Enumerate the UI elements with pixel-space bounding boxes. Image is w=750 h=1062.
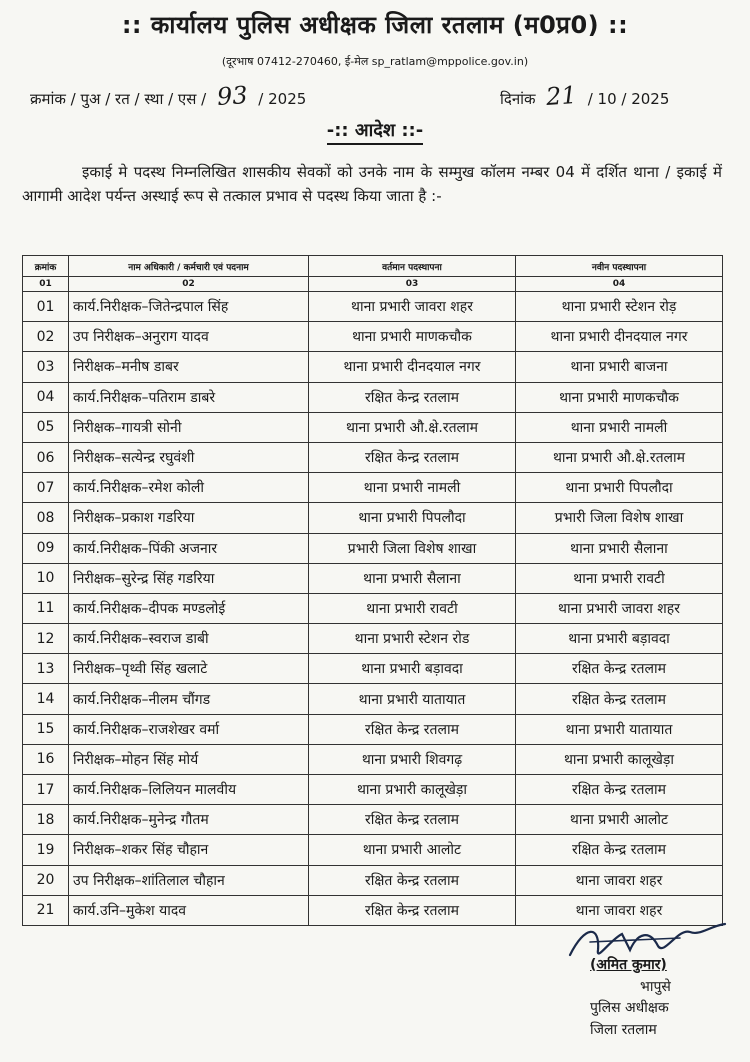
current-posting-cell: थाना प्रभारी स्टेशन रोड: [309, 624, 516, 654]
serial-cell: 08: [23, 503, 69, 533]
new-posting-cell: थाना प्रभारी नामली: [516, 412, 723, 442]
table-row: [23, 382, 723, 412]
name-cell: निरीक्षक–मोहन सिंह मोर्य: [69, 744, 309, 774]
reference-year: / 2025: [258, 90, 307, 108]
new-posting-cell: रक्षित केन्द्र रतलाम: [516, 684, 723, 714]
transfer-table: [22, 255, 723, 926]
serial-cell: 12: [23, 624, 69, 654]
new-posting-cell: थाना प्रभारी बड़ावदा: [516, 624, 723, 654]
serial-cell: 17: [23, 775, 69, 805]
table-row: [23, 473, 723, 503]
table-row: [23, 442, 723, 472]
reference-handwritten-number: 93: [216, 80, 249, 112]
new-posting-cell: थाना प्रभारी यातायात: [516, 714, 723, 744]
serial-cell: 09: [23, 533, 69, 563]
intro-paragraph: इकाई मे पदस्थ निम्नलिखित शासकीय सेवकों को उनके नाम के सम्मुख कॉलम नम्बर 04 में दर्शित थाना / इकाई में आगामी आदेश पर्यन्त अस्थाई रूप से तत्काल प्रभाव से पदस्थ किया जाता है :-: [22, 163, 722, 205]
name-cell: कार्य.निरीक्षक–पतिराम डाबरे: [69, 382, 309, 412]
new-posting-cell: थाना प्रभारी स्टेशन रोड़: [516, 292, 723, 322]
name-cell: निरीक्षक–गायत्री सोनी: [69, 412, 309, 442]
serial-cell: 06: [23, 442, 69, 472]
current-posting-cell: थाना प्रभारी यातायात: [309, 684, 516, 714]
table-row: [23, 412, 723, 442]
table-row: [23, 563, 723, 593]
order-heading: [0, 118, 750, 142]
table-row: [23, 865, 723, 895]
column-number: 01: [23, 277, 69, 292]
new-posting-cell: थाना प्रभारी औ.क्षे.रतलाम: [516, 442, 723, 472]
serial-cell: 04: [23, 382, 69, 412]
new-posting-cell: थाना जावरा शहर: [516, 865, 723, 895]
order-date: [500, 82, 669, 110]
serial-cell: 19: [23, 835, 69, 865]
serial-cell: 16: [23, 744, 69, 774]
new-posting-cell: थाना जावरा शहर: [516, 895, 723, 925]
name-cell: कार्य.निरीक्षक–मुनेन्द्र गौतम: [69, 805, 309, 835]
new-posting-cell: थाना प्रभारी बाजना: [516, 352, 723, 382]
table-row: [23, 624, 723, 654]
name-cell: निरीक्षक–सुरेन्द्र सिंह गडरिया: [69, 563, 309, 593]
current-posting-cell: रक्षित केन्द्र रतलाम: [309, 895, 516, 925]
name-cell: निरीक्षक–प्रकाश गडरिया: [69, 503, 309, 533]
table-row: [23, 593, 723, 623]
signatory-designation: पुलिस अधीक्षक: [590, 1000, 669, 1017]
current-posting-cell: थाना प्रभारी औ.क्षे.रतलाम: [309, 412, 516, 442]
column-number: 04: [516, 277, 723, 292]
table-row: [23, 352, 723, 382]
office-title: :: कार्यालय पुलिस अधीक्षक जिला रतलाम (म0प्र0) ::: [121, 11, 629, 39]
current-posting-cell: थाना प्रभारी माणकचौक: [309, 322, 516, 352]
current-posting-cell: थाना प्रभारी सैलाना: [309, 563, 516, 593]
name-cell: कार्य.निरीक्षक–पिंकी अजनार: [69, 533, 309, 563]
new-posting-cell: थाना प्रभारी कालूखेड़ा: [516, 744, 723, 774]
name-cell: उप निरीक्षक–शांतिलाल चौहान: [69, 865, 309, 895]
current-posting-cell: थाना प्रभारी पिपलौदा: [309, 503, 516, 533]
header-serial: क्रमांक: [23, 256, 69, 277]
table-row: [23, 292, 723, 322]
table-row: [23, 322, 723, 352]
table-row: [23, 533, 723, 563]
signatory-district: जिला रतलाम: [590, 1022, 657, 1039]
serial-cell: 07: [23, 473, 69, 503]
current-posting-cell: थाना प्रभारी रावटी: [309, 593, 516, 623]
signatory-service: भापुसे: [640, 978, 671, 995]
name-cell: उप निरीक्षक–अनुराग यादव: [69, 322, 309, 352]
date-label: दिनांक: [500, 90, 536, 108]
new-posting-cell: रक्षित केन्द्र रतलाम: [516, 775, 723, 805]
current-posting-cell: थाना प्रभारी दीनदयाल नगर: [309, 352, 516, 382]
name-cell: कार्य.निरीक्षक–स्वराज डाबी: [69, 624, 309, 654]
new-posting-cell: थाना प्रभारी पिपलौदा: [516, 473, 723, 503]
current-posting-cell: प्रभारी जिला विशेष शाखा: [309, 533, 516, 563]
current-posting-cell: थाना प्रभारी जावरा शहर: [309, 292, 516, 322]
new-posting-cell: थाना प्रभारी रावटी: [516, 563, 723, 593]
current-posting-cell: थाना प्रभारी बड़ावदा: [309, 654, 516, 684]
new-posting-cell: रक्षित केन्द्र रतलाम: [516, 654, 723, 684]
serial-cell: 21: [23, 895, 69, 925]
contact-line: (दूरभाष 07412-270460, ई-मेल sp_ratlam@mppolice.gov.in): [221, 55, 529, 68]
table-row: [23, 714, 723, 744]
current-posting-cell: रक्षित केन्द्र रतलाम: [309, 714, 516, 744]
date-month-year: / 10 / 2025: [587, 90, 670, 108]
new-posting-cell: थाना प्रभारी जावरा शहर: [516, 593, 723, 623]
table-body: [23, 292, 723, 926]
current-posting-cell: रक्षित केन्द्र रतलाम: [309, 865, 516, 895]
table-row: [23, 805, 723, 835]
new-posting-cell: थाना प्रभारी सैलाना: [516, 533, 723, 563]
header-name: नाम अधिकारी / कर्मचारी एवं पदनाम: [69, 256, 309, 277]
table-row: [23, 503, 723, 533]
current-posting-cell: रक्षित केन्द्र रतलाम: [309, 442, 516, 472]
header-new-posting: नवीन पदस्थापना: [516, 256, 723, 277]
new-posting-cell: प्रभारी जिला विशेष शाखा: [516, 503, 723, 533]
reference-number: [30, 82, 306, 110]
table-row: [23, 835, 723, 865]
signatory-block: [590, 955, 740, 1042]
order-heading-text: -:: आदेश ::-: [327, 120, 423, 145]
name-cell: कार्य.उनि–मुकेश यादव: [69, 895, 309, 925]
column-number: 03: [309, 277, 516, 292]
name-cell: कार्य.निरीक्षक–दीपक मण्डलोई: [69, 593, 309, 623]
serial-cell: 03: [23, 352, 69, 382]
name-cell: निरीक्षक–शकर सिंह चौहान: [69, 835, 309, 865]
new-posting-cell: थाना प्रभारी दीनदयाल नगर: [516, 322, 723, 352]
name-cell: कार्य.निरीक्षक–जितेन्द्रपाल सिंह: [69, 292, 309, 322]
serial-cell: 18: [23, 805, 69, 835]
serial-cell: 11: [23, 593, 69, 623]
new-posting-cell: रक्षित केन्द्र रतलाम: [516, 835, 723, 865]
current-posting-cell: थाना प्रभारी आलोट: [309, 835, 516, 865]
header-current-posting: वर्तमान पदस्थापना: [309, 256, 516, 277]
current-posting-cell: थाना प्रभारी कालूखेड़ा: [309, 775, 516, 805]
name-cell: कार्य.निरीक्षक–रमेश कोली: [69, 473, 309, 503]
table-row: [23, 744, 723, 774]
name-cell: निरीक्षक–मनीष डाबर: [69, 352, 309, 382]
new-posting-cell: थाना प्रभारी आलोट: [516, 805, 723, 835]
name-cell: निरीक्षक–सत्येन्द्र रघुवंशी: [69, 442, 309, 472]
serial-cell: 13: [23, 654, 69, 684]
table-header-row: [23, 256, 723, 277]
serial-cell: 10: [23, 563, 69, 593]
table-row: [23, 684, 723, 714]
reference-prefix: क्रमांक / पुअ / रत / स्था / एस /: [30, 90, 207, 108]
table-row: [23, 654, 723, 684]
name-cell: कार्य.निरीक्षक–लिलियन मालवीय: [69, 775, 309, 805]
current-posting-cell: थाना प्रभारी नामली: [309, 473, 516, 503]
name-cell: कार्य.निरीक्षक–राजशेखर वर्मा: [69, 714, 309, 744]
serial-cell: 05: [23, 412, 69, 442]
current-posting-cell: थाना प्रभारी शिवगढ़: [309, 744, 516, 774]
serial-cell: 15: [23, 714, 69, 744]
name-cell: कार्य.निरीक्षक–नीलम चौंगड: [69, 684, 309, 714]
column-number: 02: [69, 277, 309, 292]
table-column-number-row: [23, 277, 723, 292]
serial-cell: 14: [23, 684, 69, 714]
new-posting-cell: थाना प्रभारी माणकचौक: [516, 382, 723, 412]
date-handwritten-day: 21: [545, 80, 578, 112]
serial-cell: 20: [23, 865, 69, 895]
current-posting-cell: रक्षित केन्द्र रतलाम: [309, 382, 516, 412]
table-row: [23, 775, 723, 805]
current-posting-cell: रक्षित केन्द्र रतलाम: [309, 805, 516, 835]
serial-cell: 02: [23, 322, 69, 352]
serial-cell: 01: [23, 292, 69, 322]
signatory-name: (अमित कुमार): [590, 957, 667, 973]
name-cell: निरीक्षक–पृथ्वी सिंह खलाटे: [69, 654, 309, 684]
